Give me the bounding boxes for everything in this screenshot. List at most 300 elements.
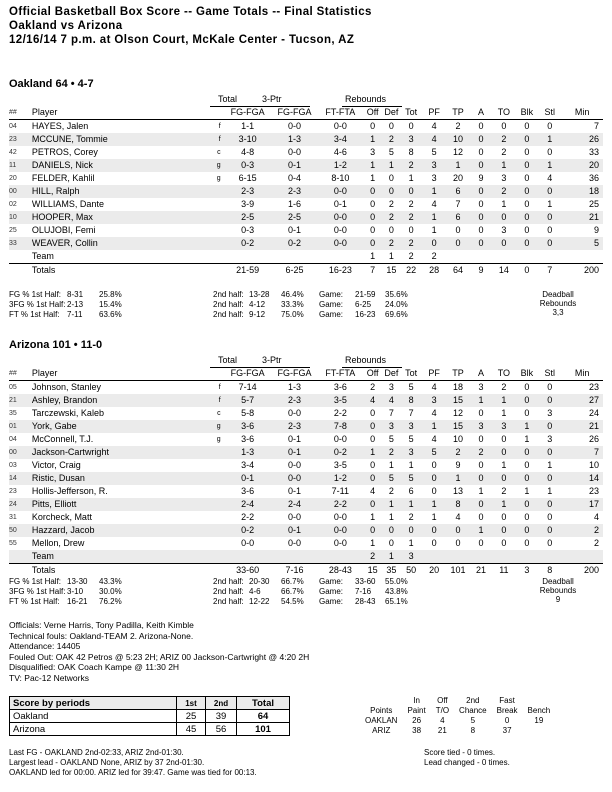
stat-off: 3 xyxy=(370,147,376,157)
stat-off: 1 xyxy=(363,159,382,172)
stat-a: 0 xyxy=(478,434,484,444)
pct-cell: FT % 1st Half: xyxy=(9,597,60,606)
pct-cell: 8-31 xyxy=(67,290,84,299)
header-venue: 12/16/14 7 p.m. at Olson Court, McKale Center - Tucson, AZ xyxy=(9,34,355,46)
stat-tot: 3 xyxy=(401,133,422,146)
player-position xyxy=(199,211,224,224)
stat-pf: 1 xyxy=(431,225,437,235)
stat-fg: 6-15 xyxy=(238,173,257,183)
player-number: 42 xyxy=(9,149,17,156)
stat-tp: 10 xyxy=(453,434,464,444)
totals-fg: 33-60 xyxy=(224,564,272,578)
stat-stl: 0 xyxy=(538,185,561,198)
fouled-out: Fouled Out: OAK 42 Petros @ 5:23 2H; ARIZ 00 Jackson-Cartwright @ 4:20 2H xyxy=(9,651,310,662)
stat-ft: 0-0 xyxy=(317,211,363,224)
col-tot: Tot xyxy=(401,367,422,381)
totals-fg3: 7-16 xyxy=(272,564,318,578)
stat-stl: 0 xyxy=(538,420,561,433)
stat-min: 7 xyxy=(593,121,599,131)
player-name: Hazzard, Jacob xyxy=(32,524,199,537)
stat-to: 2 xyxy=(501,382,507,392)
stat-a: 0 xyxy=(478,199,484,209)
pct-cell: Game: xyxy=(319,300,344,309)
arizona-deadball xyxy=(522,577,594,604)
totals-row xyxy=(9,564,603,578)
col-def: Def xyxy=(382,106,401,120)
stat-def: 3 xyxy=(388,382,394,392)
stat-blk: 0 xyxy=(515,211,538,224)
pct-cell: 20-30 xyxy=(249,577,270,586)
player-name: Ashley, Brandon xyxy=(32,394,199,407)
stat-tot: 0 xyxy=(401,524,422,537)
stat-off: 0 xyxy=(370,434,376,444)
player-number: 35 xyxy=(9,410,17,417)
stat-def: 3 xyxy=(382,420,401,433)
player-number: 23 xyxy=(9,133,32,146)
stat-def: 1 xyxy=(382,498,401,511)
misc-h1: In xyxy=(413,696,420,705)
stat-tp: 0 xyxy=(455,538,461,548)
stat-fg3: 0-0 xyxy=(287,460,301,470)
player-number: 21 xyxy=(9,394,32,407)
col-off: Off xyxy=(363,367,382,381)
stat-to: 1 xyxy=(501,460,507,470)
stat-min: 21 xyxy=(561,420,603,433)
stat-min: 26 xyxy=(561,133,603,146)
stat-fg3: 2-3 xyxy=(272,420,318,433)
totals-fg3: 6-25 xyxy=(272,264,318,278)
stat-tot: 1 xyxy=(408,173,414,183)
misc-h2: Break xyxy=(496,706,518,715)
stat-def: 1 xyxy=(388,460,394,470)
player-name: McConnell, T.J. xyxy=(31,434,94,444)
stat-stl: 1 xyxy=(547,199,553,209)
col-ft: FT-FTA xyxy=(317,367,363,381)
stat-min: 20 xyxy=(561,159,603,172)
stat-tp: 1 xyxy=(447,472,470,485)
oakland-deadball xyxy=(522,290,594,317)
col-a: A xyxy=(470,106,493,120)
periods-total: 101 xyxy=(237,723,290,736)
stat-stl: 0 xyxy=(547,225,553,235)
stat-pf: 3 xyxy=(422,394,447,407)
misc-val: 5 xyxy=(470,716,476,725)
pct-cell: 66.7% xyxy=(281,577,304,586)
stat-blk: 0 xyxy=(515,185,538,198)
lead-changed: Lead changed - 0 times. xyxy=(424,758,510,767)
stat-min: 23 xyxy=(588,486,599,496)
stat-min: 14 xyxy=(561,472,603,485)
stat-min: 18 xyxy=(561,185,603,198)
player-position: f xyxy=(199,133,224,146)
totals-ft: 16-23 xyxy=(317,264,363,278)
stat-blk: 0 xyxy=(515,133,538,146)
col-a: A xyxy=(470,367,493,381)
stat-blk: 1 xyxy=(524,486,530,496)
team-pos xyxy=(199,550,224,564)
stat-min: 4 xyxy=(593,512,599,522)
col-tot: Tot xyxy=(401,106,422,120)
stat-ft: 0-0 xyxy=(333,225,347,235)
arizona-box-table xyxy=(9,367,603,577)
col-ft: FT-FTA xyxy=(317,106,363,120)
team-pf: 2 xyxy=(431,251,437,261)
col-group-total: Total xyxy=(218,94,238,104)
stat-tp: 1 xyxy=(447,159,470,172)
pct-cell: 7-16 xyxy=(355,587,372,596)
pct-cell: 54.5% xyxy=(281,597,304,606)
oakland-title: Oakland 64 • 4-7 xyxy=(9,78,94,90)
col-pf: PF xyxy=(422,367,447,381)
misc-h2: Points xyxy=(370,706,393,715)
officials: Officials: Verne Harris, Tony Padilla, Keith Kimble xyxy=(9,620,194,630)
player-name: FELDER, Kahlil xyxy=(31,173,95,183)
disqualified: Disqualified: OAK Coach Kampe @ 11:30 2H xyxy=(9,662,180,672)
player-number: 33 xyxy=(9,237,32,250)
column-header-row xyxy=(9,367,603,381)
totals-stl: 8 xyxy=(538,564,561,578)
stat-pf: 5 xyxy=(431,147,437,157)
stat-blk: 0 xyxy=(515,524,538,537)
stat-pf: 0 xyxy=(422,237,447,250)
stat-fg3: 0-2 xyxy=(272,237,318,250)
stat-blk: 0 xyxy=(524,408,530,418)
periods-1st: 25 xyxy=(177,710,206,723)
periods-2nd: 39 xyxy=(206,710,237,723)
totals-def: 15 xyxy=(382,264,401,278)
pct-cell: 63.6% xyxy=(99,310,122,319)
stat-tp: 10 xyxy=(447,133,470,146)
col-fg: FG-FGA xyxy=(224,106,272,120)
misc-val: 4 xyxy=(440,716,445,725)
team-row xyxy=(9,550,603,564)
team-blk xyxy=(515,250,538,264)
player-position: f xyxy=(218,384,221,391)
stat-min: 21 xyxy=(561,211,603,224)
stat-fg: 7-14 xyxy=(238,382,257,392)
stat-a: 0 xyxy=(470,133,493,146)
misc-val: 26 xyxy=(412,716,422,725)
pct-cell: 13-30 xyxy=(67,577,88,586)
stat-tp: 18 xyxy=(453,382,464,392)
stat-fg3: 2-5 xyxy=(272,211,318,224)
totals-num xyxy=(9,564,32,578)
pct-cell: 16-21 xyxy=(67,597,88,606)
player-position: f xyxy=(199,394,224,407)
totals-a: 9 xyxy=(470,264,493,278)
deadball-line: 9 xyxy=(555,595,561,604)
player-row xyxy=(9,472,603,485)
stat-pf: 1 xyxy=(422,420,447,433)
player-number: 14 xyxy=(9,472,32,485)
stat-def: 2 xyxy=(382,446,401,459)
stat-a: 0 xyxy=(478,512,484,522)
stat-fg3: 1-3 xyxy=(287,382,301,392)
player-row xyxy=(9,172,603,185)
stat-tp: 8 xyxy=(447,498,470,511)
stat-fg: 3-4 xyxy=(241,460,255,470)
totals-to: 11 xyxy=(492,564,515,578)
score-tied: Score tied - 0 times. xyxy=(424,748,496,757)
stat-pf: 0 xyxy=(422,524,447,537)
team-fg3 xyxy=(272,550,318,564)
stat-fg3: 0-1 xyxy=(272,446,318,459)
team-a xyxy=(470,550,493,564)
stat-stl: 0 xyxy=(547,147,553,157)
stat-blk: 0 xyxy=(524,382,530,392)
stat-to: 0 xyxy=(501,512,507,522)
stat-a: 0 xyxy=(470,185,493,198)
stat-tot: 8 xyxy=(408,147,414,157)
player-name: Victor, Craig xyxy=(31,460,81,470)
periods-2nd: 56 xyxy=(206,723,237,736)
game-info xyxy=(9,620,309,683)
totals-tp: 64 xyxy=(447,264,470,278)
col-pos xyxy=(199,367,224,381)
stat-fg3: 2-3 xyxy=(272,394,318,407)
stat-a: 0 xyxy=(478,408,484,418)
stat-ft: 0-0 xyxy=(333,121,347,131)
stat-stl: 0 xyxy=(547,512,553,522)
stat-off: 4 xyxy=(370,486,376,496)
player-number: 01 xyxy=(9,420,32,433)
stat-to: 2 xyxy=(492,133,515,146)
stat-stl: 0 xyxy=(538,446,561,459)
stat-to: 2 xyxy=(492,185,515,198)
stat-pf: 0 xyxy=(431,460,437,470)
pct-cell: 21-59 xyxy=(355,290,376,299)
time-led: OAKLAND led for 00:00. ARIZ led for 39:47. Game was tied for 00:13. xyxy=(9,768,257,777)
stat-blk: 0 xyxy=(524,512,530,522)
stat-def: 2 xyxy=(382,211,401,224)
periods-header-1st: 1st xyxy=(177,697,206,710)
player-position: g xyxy=(216,436,221,443)
team-row xyxy=(9,250,603,264)
stat-tot: 1 xyxy=(408,460,414,470)
team-tp xyxy=(447,250,470,264)
player-position: f xyxy=(218,123,221,130)
pct-cell: 2nd half: xyxy=(213,290,244,299)
pct-cell: 4-12 xyxy=(249,300,266,309)
totals-off: 15 xyxy=(363,564,382,578)
stat-def: 0 xyxy=(382,185,401,198)
stat-tp: 15 xyxy=(447,420,470,433)
periods-header-total: Total xyxy=(237,697,290,710)
col-pf: PF xyxy=(422,106,447,120)
team-fg3 xyxy=(272,250,318,264)
player-number: 24 xyxy=(9,498,32,511)
stat-pf: 4 xyxy=(431,382,437,392)
stat-tp: 0 xyxy=(447,237,470,250)
player-row xyxy=(9,159,603,172)
player-name: WEAVER, Collin xyxy=(32,237,199,250)
pct-cell: 12-22 xyxy=(249,597,270,606)
player-row xyxy=(9,485,603,498)
stat-to: 1 xyxy=(492,498,515,511)
stat-off: 1 xyxy=(363,446,382,459)
team-tp xyxy=(447,550,470,564)
misc-h1 xyxy=(523,696,556,706)
stat-fg3: 0-1 xyxy=(272,159,318,172)
player-name: York, Gabe xyxy=(32,420,199,433)
team-pf xyxy=(422,550,447,564)
stat-fg: 0-2 xyxy=(224,237,272,250)
pct-cell: 69.6% xyxy=(385,310,408,319)
stat-off: 0 xyxy=(363,472,382,485)
stat-fg: 0-0 xyxy=(241,538,255,548)
player-row xyxy=(9,146,603,159)
team-a xyxy=(470,250,493,264)
stat-tp: 4 xyxy=(455,512,461,522)
player-name: HILL, Ralph xyxy=(32,185,199,198)
stat-off: 0 xyxy=(363,498,382,511)
col-group-3ptr: 3-Ptr xyxy=(262,94,282,104)
team-tot: 2 xyxy=(408,251,414,261)
stat-tot: 2 xyxy=(401,237,422,250)
stat-blk: 0 xyxy=(515,394,538,407)
stat-fg: 3-6 xyxy=(241,486,255,496)
stat-def: 5 xyxy=(388,434,394,444)
stat-stl: 0 xyxy=(538,498,561,511)
stat-def: 0 xyxy=(388,538,394,548)
stat-pf: 0 xyxy=(422,472,447,485)
stat-tot: 5 xyxy=(408,382,414,392)
stat-stl: 3 xyxy=(547,434,553,444)
pct-cell: 28-43 xyxy=(355,597,376,606)
team-to xyxy=(492,550,515,564)
stat-fg3: 0-1 xyxy=(272,524,318,537)
pct-cell: 4-6 xyxy=(249,587,261,596)
stat-stl: 0 xyxy=(547,538,553,548)
team-num xyxy=(9,250,32,264)
pct-cell: 2nd half: xyxy=(213,300,244,309)
player-position xyxy=(199,237,224,250)
stat-tot: 1 xyxy=(408,538,414,548)
pct-cell: 2-13 xyxy=(67,300,84,309)
col-blk: Blk xyxy=(515,367,538,381)
player-position: g xyxy=(216,175,221,182)
player-row xyxy=(9,224,603,237)
stat-pf: 0 xyxy=(431,538,437,548)
stat-off: 0 xyxy=(370,225,376,235)
stat-blk: 0 xyxy=(515,472,538,485)
stat-def: 0 xyxy=(388,173,394,183)
stat-ft: 7-11 xyxy=(331,486,350,496)
player-row xyxy=(9,198,603,211)
totals-fg: 21-59 xyxy=(224,264,272,278)
stat-fg3: 0-0 xyxy=(287,147,301,157)
player-row xyxy=(9,511,603,524)
stat-to: 0 xyxy=(492,211,515,224)
col-tp: TP xyxy=(447,106,470,120)
pct-cell: 2nd half: xyxy=(213,587,244,596)
pct-cell: 2nd half: xyxy=(213,577,244,586)
stat-fg: 0-1 xyxy=(224,472,272,485)
stat-off: 0 xyxy=(370,408,376,418)
player-name: Mellon, Drew xyxy=(31,538,85,548)
stat-def: 0 xyxy=(388,121,394,131)
stat-blk: 0 xyxy=(524,121,530,131)
stat-fg3: 0-1 xyxy=(287,434,301,444)
stat-def: 2 xyxy=(382,133,401,146)
col-blk: Blk xyxy=(515,106,538,120)
stat-tp: 12 xyxy=(453,408,464,418)
pct-cell: 46.4% xyxy=(281,290,304,299)
periods-header-label: Score by periods xyxy=(10,697,177,710)
stat-off: 0 xyxy=(370,199,376,209)
stat-min: 27 xyxy=(561,394,603,407)
stat-ft: 3-5 xyxy=(333,460,347,470)
stat-min: 9 xyxy=(593,225,599,235)
stat-to: 1 xyxy=(492,159,515,172)
totals-blk: 0 xyxy=(515,264,538,278)
player-name: Pitts, Elliott xyxy=(32,498,199,511)
stat-min: 2 xyxy=(561,524,603,537)
stat-to: 3 xyxy=(501,173,507,183)
stat-ft: 0-2 xyxy=(317,446,363,459)
player-number: 55 xyxy=(9,540,17,547)
periods-total: 64 xyxy=(237,710,290,723)
stat-blk: 0 xyxy=(524,199,530,209)
stat-stl: 1 xyxy=(538,133,561,146)
player-row xyxy=(9,459,603,472)
stat-min: 26 xyxy=(588,434,599,444)
stat-a: 0 xyxy=(470,498,493,511)
player-row xyxy=(9,407,603,420)
stat-tot: 2 xyxy=(408,199,414,209)
stat-fg3: 1-6 xyxy=(287,199,301,209)
col-group-rebounds: Rebounds xyxy=(345,94,387,104)
stat-off: 0 xyxy=(363,237,382,250)
stat-pf: 0 xyxy=(431,486,437,496)
pct-cell: 33-60 xyxy=(355,577,376,586)
header-matchup: Oakland vs Arizona xyxy=(9,20,123,32)
pct-cell: 30.0% xyxy=(99,587,122,596)
team-fg xyxy=(224,550,272,564)
stat-off: 1 xyxy=(370,538,376,548)
deadball-line: Rebounds xyxy=(539,299,577,308)
pct-cell: 55.0% xyxy=(385,577,408,586)
stat-a: 0 xyxy=(470,159,493,172)
stat-blk: 0 xyxy=(515,446,538,459)
stat-fg: 5-7 xyxy=(224,394,272,407)
misc-val: 37 xyxy=(502,726,512,735)
player-number: 05 xyxy=(9,384,17,391)
stat-blk: 0 xyxy=(515,237,538,250)
pct-cell: 43.8% xyxy=(385,587,408,596)
stat-tot: 0 xyxy=(408,225,414,235)
team-min xyxy=(561,550,603,564)
footer-left xyxy=(9,748,257,778)
stat-tot: 8 xyxy=(401,394,422,407)
player-number: 02 xyxy=(9,201,17,208)
player-number: 03 xyxy=(9,462,17,469)
stat-off: 0 xyxy=(370,121,376,131)
stat-blk: 0 xyxy=(524,538,530,548)
player-row xyxy=(9,211,603,224)
stat-stl: 1 xyxy=(547,460,553,470)
stat-fg: 0-2 xyxy=(224,524,272,537)
team-stl xyxy=(538,250,561,264)
stat-a: 0 xyxy=(478,225,484,235)
stat-to: 3 xyxy=(501,225,507,235)
pct-cell: 2nd half: xyxy=(213,597,244,606)
stat-tp: 12 xyxy=(453,147,464,157)
col-num: ## xyxy=(9,106,32,120)
player-name: WILLIAMS, Dante xyxy=(31,199,104,209)
stat-tot: 0 xyxy=(401,185,422,198)
arizona-title: Arizona 101 • 11-0 xyxy=(9,339,103,351)
